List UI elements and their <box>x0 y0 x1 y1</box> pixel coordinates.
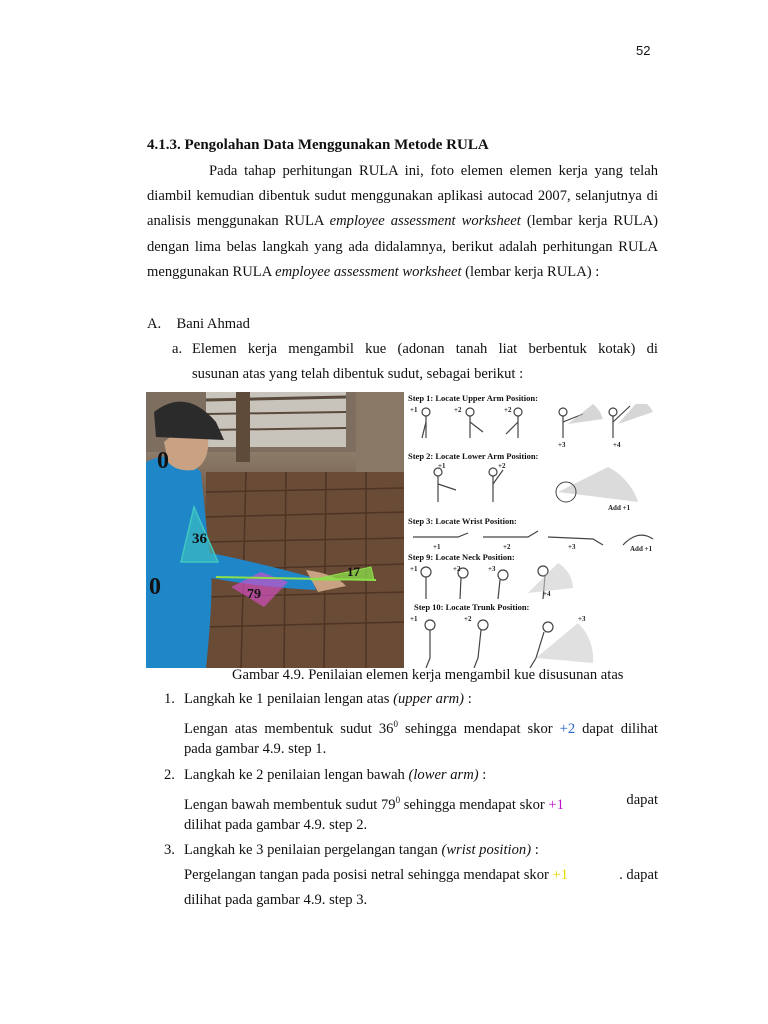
step-2-degree: 0 <box>395 795 401 805</box>
step-3-marker: 3. <box>164 842 175 858</box>
step1-score-4: +3 <box>558 441 566 449</box>
step9-score-3: +3 <box>488 565 496 573</box>
step-1-score: +2 <box>559 720 576 737</box>
step-2-title <box>184 763 486 788</box>
step-2-body-b: sehingga mendapat skor <box>400 796 549 813</box>
step-3-title-text: Langkah ke 3 penilaian pergelangan tangan <box>184 842 442 858</box>
step9-score-2: +2 <box>453 565 461 573</box>
step-3-body-line-1 <box>184 863 658 888</box>
step-1-body-b: sehingga mendapat skor <box>397 720 560 737</box>
worksheet-step-1-figures <box>408 404 658 449</box>
intro-text-1: Pada tahap perhitungan RULA ini, foto elemen elemen kerja yang telah diambil kemudian dibentuk sudut menggunakan aplikasi autocad 2007, selanjutnya di analisis menggunakan RULA <box>147 163 658 230</box>
step-2-title-end: : <box>478 767 487 783</box>
step-1-title <box>184 687 472 712</box>
step-3-title <box>184 838 539 863</box>
worksheet-step-3-title: Step 3: Locate Wrist Position: <box>408 516 517 526</box>
step3-score-4: Add +1 <box>630 545 653 552</box>
angle-label-lower-arm: 79 <box>247 587 261 602</box>
angle-label-neck: 0 <box>157 448 169 474</box>
step2-score-2: +2 <box>498 462 506 470</box>
worksheet-step-2-title: Step 2: Locate Lower Arm Position: <box>408 451 539 461</box>
item-a-line-1: Elemen kerja mengambil kue (adonan tanah liat berbentuk kotak) di <box>192 341 658 357</box>
worksheet-step-2-figures <box>408 462 658 512</box>
step-1-marker: 1. <box>164 691 175 707</box>
intro-text-3: (lembar kerja RULA) : <box>461 263 600 280</box>
worksheet-step-9-figures <box>408 563 658 601</box>
worksheet-step-10-title: Step 10: Locate Trunk Position: <box>414 602 530 612</box>
step-3-title-end: : <box>531 842 539 858</box>
intro-text-2: (lembar kerja RULA) dengan lima belas langkah yang ada didalamnya, berikut adalah perhitungan RULA menggunakan RULA <box>147 213 658 280</box>
worksheet-step-3-figures <box>408 527 658 552</box>
step-3-body-a-wrap <box>184 863 568 888</box>
step-3-title-term: (wrist position) <box>441 842 532 858</box>
section-heading: 4.1.3. Pengolahan Data Menggunakan Metode RULA <box>147 137 489 153</box>
intro-emphasis-1: employee assessment worksheet <box>329 213 521 230</box>
step10-score-1: +1 <box>410 615 418 623</box>
step-1-title-end: : <box>464 691 472 707</box>
step-2-body-a: Lengan bawah membentuk sudut 79 <box>184 796 396 813</box>
worksheet-step-9-title: Step 9: Locate Neck Position: <box>408 552 515 562</box>
step-1-body-a: Lengan atas membentuk sudut 36 <box>184 720 394 737</box>
section-a <box>147 312 250 337</box>
step10-score-2: +2 <box>464 615 472 623</box>
step-1-body-line-2: pada gambar 4.9. step 1. <box>184 741 327 757</box>
step3-score-2: +2 <box>503 543 511 551</box>
step-1-body-c: dapat dilihat <box>575 720 658 737</box>
step-3-body-line-2: dilihat pada gambar 4.9. step 3. <box>184 892 368 908</box>
step10-score-3: +3 <box>578 615 586 623</box>
section-a-name: Bani Ahmad <box>176 316 250 332</box>
worker-photo-illustration <box>146 392 404 668</box>
step1-score-3: +2 <box>504 406 512 414</box>
worksheet-step-10-figures <box>408 613 658 668</box>
page-number: 52 <box>636 43 651 58</box>
step9-score-1: +1 <box>410 565 418 573</box>
step2-score-1: +1 <box>438 462 446 470</box>
step-2-marker: 2. <box>164 767 175 783</box>
section-a-marker: A. <box>147 316 162 332</box>
step2-score-3: Add +1 <box>608 504 631 512</box>
worksheet-step-1-title: Step 1: Locate Upper Arm Position: <box>408 393 538 403</box>
intro-emphasis-2: employee assessment worksheet <box>275 263 462 280</box>
step-1-title-term: (upper arm) <box>393 691 465 707</box>
angle-label-upper-arm: 36 <box>192 531 207 547</box>
step-2-body-line-2: dilihat pada gambar 4.9. step 2. <box>184 817 368 833</box>
item-a-line-2: susunan atas yang telah dibentuk sudut, sebagai berikut : <box>192 366 524 382</box>
item-a-marker: a. <box>172 341 183 357</box>
step3-score-1: +1 <box>433 543 441 551</box>
step9-score-4: +4 <box>543 590 551 598</box>
step-2-score: +1 <box>548 796 564 813</box>
angle-label-trunk: 0 <box>149 574 161 600</box>
step-3-body-a: Pergelangan tangan pada posisi netral sehingga mendapat skor <box>184 867 553 883</box>
step-2-title-text: Langkah ke 2 penilaian lengan bawah <box>184 767 409 783</box>
step3-score-3: +3 <box>568 543 576 551</box>
rula-worksheet <box>404 392 662 668</box>
intro-paragraph <box>147 159 658 285</box>
step-1-title-text: Langkah ke 1 penilaian lengan atas <box>184 691 394 707</box>
step1-score-1: +1 <box>410 406 418 414</box>
step1-score-5: +4 <box>613 441 621 449</box>
step-2-title-term: (lower arm) <box>408 767 479 783</box>
angle-label-wrist: 17 <box>347 564 360 579</box>
step-3-body-c: . dapat <box>619 867 658 883</box>
worker-photo <box>146 392 404 668</box>
figure-4-9 <box>146 392 662 668</box>
step1-score-2: +2 <box>454 406 462 414</box>
step-1-degree: 0 <box>393 719 398 729</box>
step-3-score: +1 <box>552 867 569 883</box>
figure-caption: Gambar 4.9. Penilaian elemen kerja mengambil kue disusunan atas <box>232 667 624 683</box>
step-2-body-c: dapat <box>626 792 658 808</box>
